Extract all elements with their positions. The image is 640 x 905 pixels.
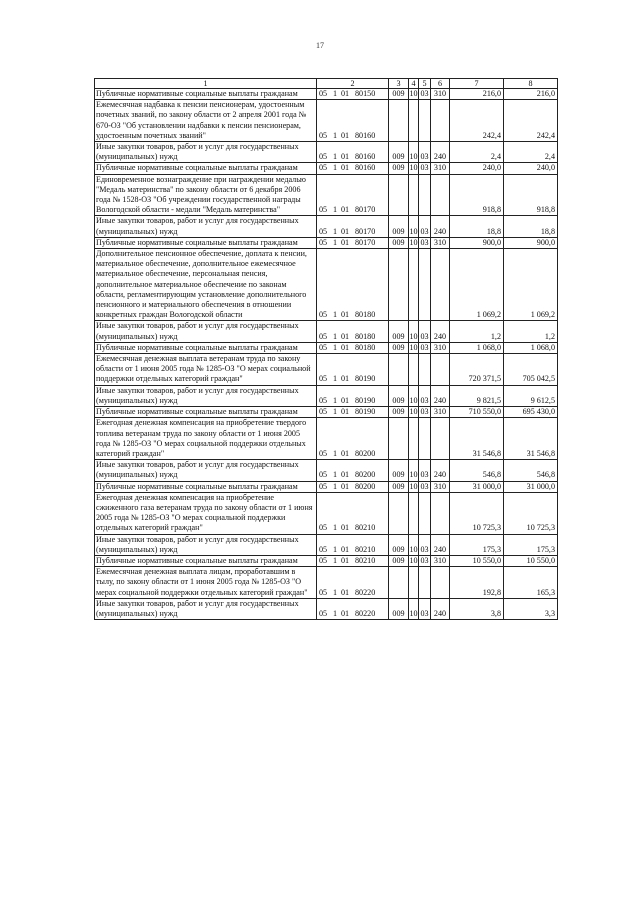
code-subprogram: 1 [333, 523, 338, 533]
code-direction: 80200 [355, 470, 376, 480]
row-target-code [317, 163, 389, 174]
row-expense-type: 310 [431, 163, 450, 174]
row-target-code [317, 354, 389, 386]
code-program: 05 [319, 342, 328, 352]
row-description: Иные закупки товаров, работ и услуг для государственных (муниципальных) нужд [95, 142, 317, 163]
code-measure: 01 [341, 448, 350, 458]
row-description: Иные закупки товаров, работ и услуг для государственных (муниципальных) нужд [95, 321, 317, 342]
row-expense-type: 310 [431, 407, 450, 418]
code-subprogram: 1 [333, 237, 338, 247]
row-amount-1: 1 068,0 [450, 342, 504, 353]
code-program: 05 [319, 608, 328, 618]
row-target-code [317, 534, 389, 555]
code-measure: 01 [341, 374, 350, 384]
row-section: 10 [409, 598, 419, 619]
table-row [95, 567, 558, 599]
code-subprogram: 1 [333, 342, 338, 352]
table-row [95, 163, 558, 174]
row-amount-2: 546,8 [504, 460, 558, 481]
row-section: 10 [409, 407, 418, 417]
row-description: Единовременное вознаграждение при награждении медалью "Медаль материнства" по закону области от 6 декабря 2006 года № 1528-ОЗ "Об учреждении государственной награды Вологодской области - медали "Медаль материнства" [95, 174, 317, 216]
code-measure: 01 [341, 163, 350, 173]
row-expense-type [431, 354, 450, 386]
row-amount-2: 10 725,3 [504, 492, 558, 534]
code-program: 05 [319, 470, 328, 480]
row-amount-2: 31 546,8 [504, 418, 558, 460]
row-description: Иные закупки товаров, работ и услуг для государственных (муниципальных) нужд [95, 534, 317, 555]
row-grbs: 009 [389, 407, 409, 418]
code-subprogram: 1 [333, 407, 338, 417]
code-direction: 80190 [355, 395, 376, 405]
row-expense-type: 240 [431, 321, 450, 342]
row-section [409, 418, 419, 460]
code-subprogram: 1 [333, 481, 338, 491]
row-description: Публичные нормативные социальные выплаты гражданам [95, 342, 317, 353]
code-measure: 01 [341, 481, 350, 491]
row-description: Ежегодная денежная компенсация на приобретение твердого топлива ветеранам труда по закону области от 1 июня 2005 года № 1285-ОЗ "О мерах социальной поддержки отдельных категорий граждан" [95, 418, 317, 460]
row-grbs: 009 [389, 555, 409, 566]
row-grbs [389, 174, 409, 216]
row-amount-1: 2,4 [450, 142, 504, 163]
code-subprogram: 1 [333, 395, 338, 405]
table-row [95, 321, 558, 342]
row-target-code [317, 567, 389, 599]
column-header: 7 [450, 79, 504, 89]
row-grbs [389, 418, 409, 460]
row-subsection [419, 249, 431, 321]
row-grbs [389, 567, 409, 599]
code-measure: 01 [341, 523, 350, 533]
row-subsection: 03 [419, 385, 431, 406]
code-subprogram: 1 [333, 587, 338, 597]
code-direction: 80200 [355, 481, 376, 491]
row-expense-type: 310 [431, 89, 450, 100]
row-amount-1: 242,4 [450, 100, 504, 142]
row-section [409, 249, 419, 321]
code-program: 05 [319, 237, 328, 247]
code-program: 05 [319, 130, 328, 140]
code-direction: 80170 [355, 237, 376, 247]
row-target-code [317, 418, 389, 460]
code-program: 05 [319, 544, 328, 554]
row-amount-1: 240,0 [450, 163, 504, 174]
code-measure: 01 [341, 237, 350, 247]
code-direction: 80170 [355, 205, 376, 215]
row-target-code [317, 342, 389, 353]
row-amount-1: 216,0 [450, 89, 504, 100]
code-measure: 01 [341, 608, 350, 618]
table-row [95, 100, 558, 142]
row-grbs: 009 [389, 89, 409, 100]
row-description: Публичные нормативные социальные выплаты гражданам [95, 481, 317, 492]
table-row [95, 460, 558, 481]
header-row [95, 79, 558, 89]
row-description: Ежемесячная надбавка к пенсии пенсионерам, удостоенным почетных званий, по закону области от 2 апреля 2001 года № 670-ОЗ "Об установлении надбавки к пенсии пенсионерам, удостоенным почетных званий" [95, 100, 317, 142]
table-row [95, 142, 558, 163]
code-subprogram: 1 [333, 226, 338, 236]
row-grbs: 009 [389, 163, 409, 174]
row-amount-1: 31 546,8 [450, 418, 504, 460]
code-direction: 80210 [355, 555, 376, 565]
code-direction: 80220 [355, 587, 376, 597]
row-section [409, 354, 419, 386]
column-header: 3 [389, 79, 409, 89]
row-amount-1: 18,8 [450, 216, 504, 237]
code-program: 05 [319, 374, 328, 384]
row-subsection [419, 354, 431, 386]
code-measure: 01 [341, 407, 350, 417]
row-section [409, 100, 419, 142]
row-expense-type: 240 [431, 598, 450, 619]
row-section: 10 [409, 460, 419, 481]
row-amount-2: 9 612,5 [504, 385, 558, 406]
row-subsection: 03 [420, 163, 429, 173]
code-direction: 80160 [355, 130, 376, 140]
row-description: Иные закупки товаров, работ и услуг для государственных (муниципальных) нужд [95, 216, 317, 237]
code-subprogram: 1 [333, 152, 338, 162]
row-section: 10 [409, 216, 419, 237]
row-description: Иные закупки товаров, работ и услуг для государственных (муниципальных) нужд [95, 460, 317, 481]
code-program: 05 [319, 555, 328, 565]
code-direction: 80150 [355, 89, 376, 98]
row-grbs: 009 [389, 598, 409, 619]
row-description: Публичные нормативные социальные выплаты гражданам [95, 407, 317, 418]
code-measure: 01 [341, 331, 350, 341]
row-subsection: 03 [420, 237, 429, 247]
code-subprogram: 1 [333, 555, 338, 565]
row-subsection: 03 [419, 216, 431, 237]
row-expense-type [431, 100, 450, 142]
code-measure: 01 [341, 395, 350, 405]
row-grbs [389, 249, 409, 321]
row-target-code [317, 407, 389, 418]
row-expense-type [431, 174, 450, 216]
code-program: 05 [319, 481, 328, 491]
row-subsection [419, 567, 431, 599]
code-direction: 80200 [355, 448, 376, 458]
row-amount-2: 216,0 [504, 89, 558, 100]
code-measure: 01 [341, 205, 350, 215]
row-expense-type: 240 [431, 385, 450, 406]
table-row [95, 354, 558, 386]
code-program: 05 [319, 331, 328, 341]
row-amount-2: 31 000,0 [504, 481, 558, 492]
table-row [95, 534, 558, 555]
row-subsection [419, 492, 431, 534]
row-amount-2: 240,0 [504, 163, 558, 174]
row-amount-2: 2,4 [504, 142, 558, 163]
code-measure: 01 [341, 342, 350, 352]
code-direction: 80210 [355, 523, 376, 533]
table-row [95, 407, 558, 418]
row-target-code [317, 237, 389, 248]
code-direction: 80160 [355, 152, 376, 162]
code-subprogram: 1 [333, 331, 338, 341]
row-section: 10 [409, 555, 418, 565]
row-description: Публичные нормативные социальные выплаты гражданам [95, 163, 317, 174]
code-measure: 01 [341, 310, 350, 320]
row-subsection [419, 174, 431, 216]
code-subprogram: 1 [333, 470, 338, 480]
row-amount-2: 1 069,2 [504, 249, 558, 321]
row-description: Публичные нормативные социальные выплаты гражданам [95, 237, 317, 248]
table-row [95, 174, 558, 216]
code-subprogram: 1 [333, 608, 338, 618]
row-section [409, 492, 419, 534]
code-direction: 80180 [355, 342, 376, 352]
code-measure: 01 [341, 226, 350, 236]
row-amount-1: 900,0 [450, 237, 504, 248]
code-direction: 80210 [355, 544, 376, 554]
row-amount-2: 695 430,0 [504, 407, 558, 418]
row-expense-type: 310 [431, 237, 450, 248]
row-target-code [317, 598, 389, 619]
row-expense-type: 310 [431, 481, 450, 492]
code-subprogram: 1 [333, 130, 338, 140]
row-target-code [317, 481, 389, 492]
row-section: 10 [409, 237, 418, 247]
budget-table [94, 78, 558, 620]
table-row [95, 481, 558, 492]
row-amount-2: 1 068,0 [504, 342, 558, 353]
row-target-code [317, 174, 389, 216]
row-amount-1: 546,8 [450, 460, 504, 481]
table-row [95, 216, 558, 237]
table-row [95, 418, 558, 460]
code-measure: 01 [341, 544, 350, 554]
row-amount-2: 242,4 [504, 100, 558, 142]
row-amount-2: 10 550,0 [504, 555, 558, 566]
row-expense-type: 240 [431, 534, 450, 555]
page-number: 17 [316, 41, 324, 50]
row-grbs: 009 [389, 237, 409, 248]
column-header: 2 [317, 79, 389, 89]
code-subprogram: 1 [333, 310, 338, 320]
code-measure: 01 [341, 89, 350, 98]
row-amount-1: 720 371,5 [450, 354, 504, 386]
column-header: 1 [95, 79, 317, 89]
row-expense-type [431, 418, 450, 460]
table-row [95, 385, 558, 406]
row-amount-2: 3,3 [504, 598, 558, 619]
row-description: Дополнительное пенсионное обеспечение, доплата к пенсии, материальное обеспечение, дополнительное ежемесячное материальное обеспечение, персональная пенсия, дополнительное материальное обеспечение по законам области, регламентирующим установление дополнительного пенсионного и материального обеспечения в отношении конкретных граждан Вологодской области [95, 249, 317, 321]
row-target-code [317, 492, 389, 534]
row-grbs: 009 [389, 481, 409, 492]
row-amount-1: 918,8 [450, 174, 504, 216]
row-description: Ежемесячная денежная выплата ветеранам труда по закону области от 1 июня 2005 года № 1285-ОЗ "О мерах социальной поддержки отдельных категорий граждан" [95, 354, 317, 386]
row-expense-type: 310 [431, 342, 450, 353]
row-amount-2: 1,2 [504, 321, 558, 342]
row-target-code [317, 385, 389, 406]
code-program: 05 [319, 448, 328, 458]
code-program: 05 [319, 587, 328, 597]
row-expense-type: 240 [431, 216, 450, 237]
row-target-code [317, 249, 389, 321]
row-target-code [317, 321, 389, 342]
code-measure: 01 [341, 470, 350, 480]
row-subsection: 03 [420, 342, 429, 352]
row-grbs: 009 [389, 342, 409, 353]
row-target-code [317, 89, 389, 100]
code-measure: 01 [341, 587, 350, 597]
row-amount-2: 900,0 [504, 237, 558, 248]
row-grbs: 009 [389, 460, 409, 481]
column-header: 4 [409, 79, 419, 89]
row-subsection: 03 [420, 555, 429, 565]
column-header: 8 [504, 79, 558, 89]
code-direction: 80160 [355, 163, 376, 173]
row-subsection [419, 418, 431, 460]
row-grbs: 009 [389, 321, 409, 342]
row-amount-2: 175,3 [504, 534, 558, 555]
row-section: 10 [409, 89, 418, 98]
row-amount-2: 705 042,5 [504, 354, 558, 386]
row-subsection: 03 [420, 89, 429, 98]
row-amount-1: 10 550,0 [450, 555, 504, 566]
row-description: Публичные нормативные социальные выплаты гражданам [95, 89, 317, 100]
code-program: 05 [319, 523, 328, 533]
code-subprogram: 1 [333, 205, 338, 215]
code-subprogram: 1 [333, 374, 338, 384]
row-amount-1: 9 821,5 [450, 385, 504, 406]
row-section: 10 [409, 142, 419, 163]
code-direction: 80190 [355, 407, 376, 417]
row-section: 10 [409, 342, 418, 352]
row-amount-1: 175,3 [450, 534, 504, 555]
code-program: 05 [319, 163, 328, 173]
column-header: 5 [419, 79, 431, 89]
table-row [95, 249, 558, 321]
row-target-code [317, 142, 389, 163]
code-subprogram: 1 [333, 89, 338, 98]
code-direction: 80170 [355, 226, 376, 236]
row-grbs [389, 100, 409, 142]
code-program: 05 [319, 395, 328, 405]
row-grbs: 009 [389, 534, 409, 555]
row-amount-1: 31 000,0 [450, 481, 504, 492]
code-subprogram: 1 [333, 544, 338, 554]
row-section: 10 [409, 534, 419, 555]
code-measure: 01 [341, 130, 350, 140]
row-grbs [389, 492, 409, 534]
code-direction: 80180 [355, 331, 376, 341]
row-amount-1: 192,8 [450, 567, 504, 599]
row-description: Иные закупки товаров, работ и услуг для государственных (муниципальных) нужд [95, 385, 317, 406]
code-subprogram: 1 [333, 448, 338, 458]
code-measure: 01 [341, 152, 350, 162]
table-row [95, 89, 558, 100]
code-subprogram: 1 [333, 163, 338, 173]
table-row [95, 237, 558, 248]
row-amount-1: 710 550,0 [450, 407, 504, 418]
code-program: 05 [319, 226, 328, 236]
row-grbs: 009 [389, 142, 409, 163]
row-expense-type: 310 [431, 555, 450, 566]
row-subsection: 03 [419, 598, 431, 619]
row-amount-1: 1 069,2 [450, 249, 504, 321]
row-subsection [419, 100, 431, 142]
row-expense-type [431, 567, 450, 599]
row-section: 10 [409, 321, 419, 342]
row-amount-2: 165,3 [504, 567, 558, 599]
row-description: Иные закупки товаров, работ и услуг для государственных (муниципальных) нужд [95, 598, 317, 619]
code-direction: 80220 [355, 608, 376, 618]
table-row [95, 342, 558, 353]
row-subsection: 03 [419, 321, 431, 342]
row-amount-1: 3,8 [450, 598, 504, 619]
row-description: Ежемесячная денежная выплата лицам, проработавшим в тылу, по закону области от 1 июня 2005 года № 1285-ОЗ "О мерах социальной поддержки отдельных категорий граждан" [95, 567, 317, 599]
row-section [409, 567, 419, 599]
code-program: 05 [319, 152, 328, 162]
code-program: 05 [319, 89, 328, 98]
code-direction: 80190 [355, 374, 376, 384]
row-target-code [317, 460, 389, 481]
row-expense-type: 240 [431, 460, 450, 481]
row-section [409, 174, 419, 216]
row-target-code [317, 555, 389, 566]
row-subsection: 03 [420, 481, 429, 491]
row-expense-type: 240 [431, 142, 450, 163]
row-amount-2: 18,8 [504, 216, 558, 237]
row-expense-type [431, 249, 450, 321]
row-amount-2: 918,8 [504, 174, 558, 216]
table-row [95, 555, 558, 566]
row-description: Публичные нормативные социальные выплаты гражданам [95, 555, 317, 566]
row-section: 10 [409, 385, 419, 406]
row-subsection: 03 [419, 534, 431, 555]
code-program: 05 [319, 205, 328, 215]
row-amount-1: 1,2 [450, 321, 504, 342]
row-subsection: 03 [419, 460, 431, 481]
code-direction: 80180 [355, 310, 376, 320]
row-description: Ежегодная денежная компенсация на приобретение сжиженного газа ветеранам труда по закону области от 1 июня 2005 года № 1285-ОЗ "О мерах социальной поддержки отдельных категорий граждан" [95, 492, 317, 534]
code-measure: 01 [341, 555, 350, 565]
row-section: 10 [409, 163, 418, 173]
row-amount-1: 10 725,3 [450, 492, 504, 534]
row-target-code [317, 100, 389, 142]
table-row [95, 598, 558, 619]
row-grbs: 009 [389, 385, 409, 406]
row-expense-type [431, 492, 450, 534]
table-row [95, 492, 558, 534]
row-subsection: 03 [419, 142, 431, 163]
row-subsection: 03 [420, 407, 429, 417]
code-program: 05 [319, 407, 328, 417]
code-program: 05 [319, 310, 328, 320]
row-grbs [389, 354, 409, 386]
row-grbs: 009 [389, 216, 409, 237]
column-header: 6 [431, 79, 450, 89]
row-section: 10 [409, 481, 418, 491]
row-target-code [317, 216, 389, 237]
